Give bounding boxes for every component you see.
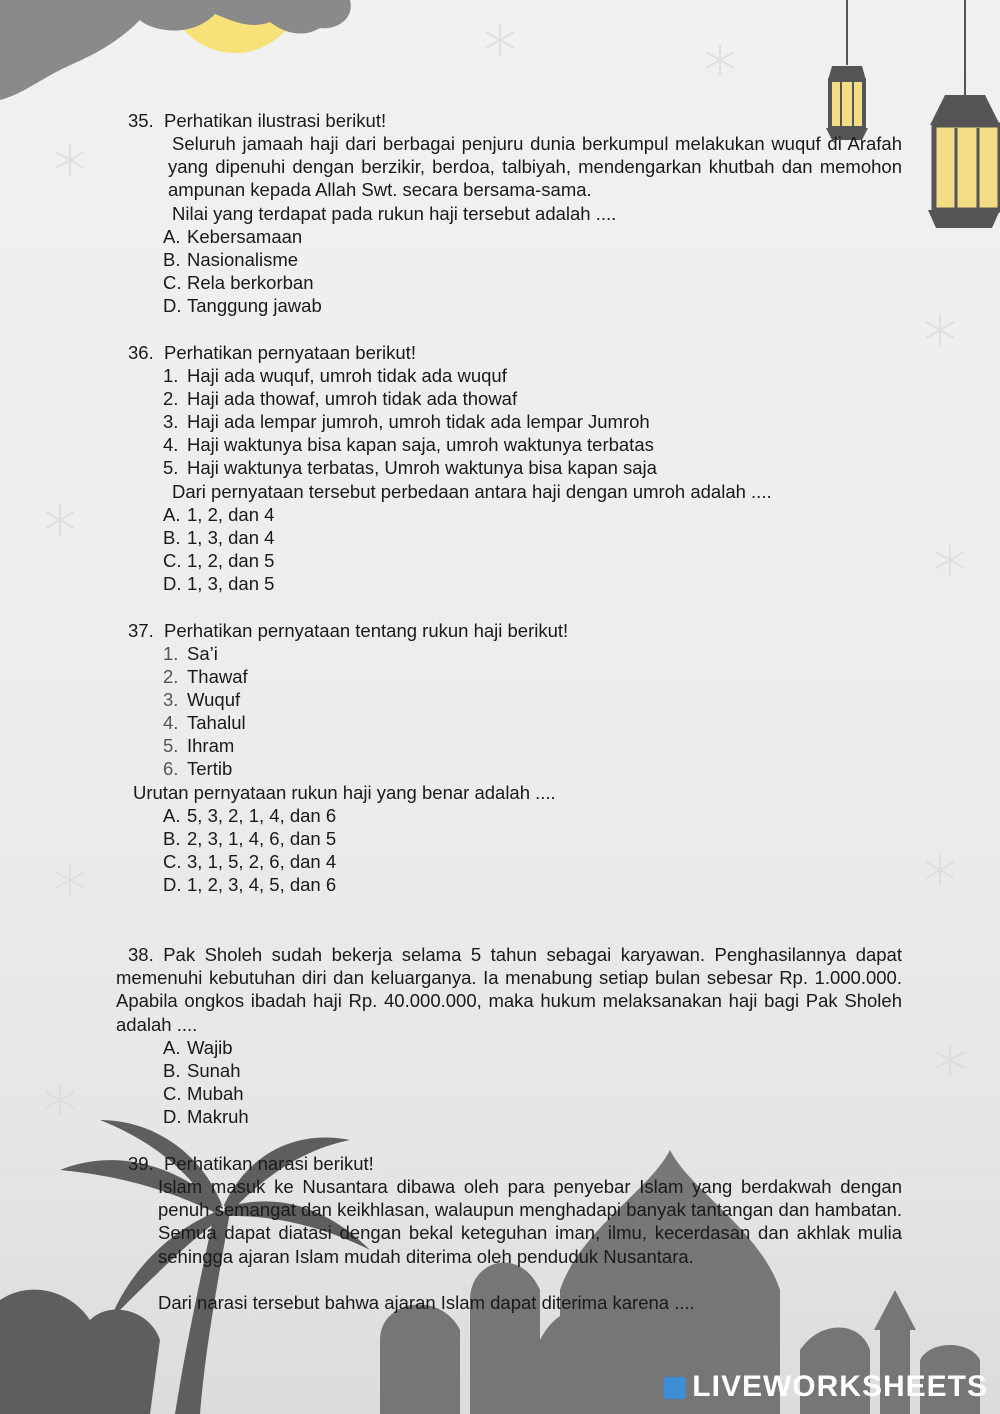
- question-prompt: Urutan pernyataan rukun haji yang benar adalah ....: [133, 782, 556, 803]
- logo-badge-icon: [664, 1377, 686, 1399]
- option-b[interactable]: B. 1, 3, dan 4: [163, 527, 275, 548]
- statement-item: 2. Thawaf: [163, 666, 248, 687]
- question-prompt: Dari narasi tersebut bahwa ajaran Islam dapat diterima karena ....: [158, 1292, 695, 1313]
- question-paragraph: Seluruh jamaah haji dari berbagai penjuru dunia berkumpul melakukan wuquf di Arafah yang dipenuhi dengan berzikir, berdoa, talbiyah, mendengarkan khutbah dan memohon ampunan kepada Allah Swt. secara bersama-sama.: [168, 133, 902, 201]
- question-prompt: Dari pernyataan tersebut perbedaan antara haji dengan umroh adalah ....: [172, 481, 772, 502]
- statement-item: 4. Tahalul: [163, 712, 246, 733]
- option-c[interactable]: C. Mubah: [163, 1083, 244, 1104]
- option-d[interactable]: D. Makruh: [163, 1106, 249, 1127]
- cloud: [0, 0, 351, 100]
- option-c[interactable]: C. Rela berkorban: [163, 272, 314, 293]
- statement-item: 6. Tertib: [163, 758, 233, 779]
- option-a[interactable]: A. Kebersamaan: [163, 226, 303, 247]
- question-prompt: Nilai yang terdapat pada rukun haji tersebut adalah ....: [172, 203, 617, 224]
- option-b[interactable]: B. Sunah: [163, 1060, 241, 1081]
- option-b[interactable]: B. Nasionalisme: [163, 249, 299, 270]
- option-a[interactable]: A. 1, 2, dan 4: [163, 504, 275, 525]
- statement-item: 5. Haji waktunya terbatas, Umroh waktunya bisa kapan saja: [163, 457, 657, 478]
- statement-item: 1. Haji ada wuquf, umroh tidak ada wuquf: [163, 365, 507, 386]
- lantern-large: [928, 0, 1000, 228]
- liveworksheets-logo[interactable]: LIVEWORKSHEETS: [664, 1370, 988, 1404]
- option-c[interactable]: C. 3, 1, 5, 2, 6, dan 4: [163, 851, 337, 872]
- statement-item: 4. Haji waktunya bisa kapan saja, umroh waktunya terbatas: [163, 434, 654, 455]
- option-b[interactable]: B. 2, 3, 1, 4, 6, dan 5: [163, 828, 337, 849]
- question-heading: 37. Perhatikan pernyataan tentang rukun haji berikut!: [128, 620, 569, 641]
- statement-item: 3. Wuquf: [163, 689, 241, 710]
- option-d[interactable]: D. 1, 2, 3, 4, 5, dan 6: [163, 874, 337, 895]
- question-paragraph: Islam masuk ke Nusantara dibawa oleh para penyebar Islam yang berdakwah dengan penuh semangat dan keikhlasan, walaupun menghadapi banyak tantangan dan hambatan. Semua dapat diatasi dengan bekal keteguhan iman, ilmu, kecerdasan dan akhlak mulia sehingga ajaran Islam mudah diterima oleh penduduk Nusantara.: [158, 1176, 902, 1267]
- statement-item: 2. Haji ada thowaf, umroh tidak ada thowaf: [163, 388, 518, 409]
- lantern-small: [826, 0, 868, 140]
- statement-item: 1. Sa’i: [163, 643, 218, 664]
- statement-item: 3. Haji ada lempar jumroh, umroh tidak ada lempar Jumroh: [163, 411, 650, 432]
- question-heading: 39. Perhatikan narasi berikut!: [128, 1153, 374, 1174]
- question-heading: 36. Perhatikan pernyataan berikut!: [128, 342, 416, 363]
- statement-item: 5. Ihram: [163, 735, 235, 756]
- option-c[interactable]: C. 1, 2, dan 5: [163, 550, 275, 571]
- option-d[interactable]: D. Tanggung jawab: [163, 295, 322, 316]
- option-a[interactable]: A. Wajib: [163, 1037, 233, 1058]
- option-a[interactable]: A. 5, 3, 2, 1, 4, dan 6: [163, 805, 337, 826]
- question-heading: 35. Perhatikan ilustrasi berikut!: [128, 110, 387, 131]
- question-paragraph: 38. Pak Sholeh sudah bekerja selama 5 tahun sebagai karyawan. Penghasilannya dapat memenuhi kebutuhan diri dan keluarganya. Ia menabung setiap bulan sebesar Rp. 1.000.000. Apabila ongkos ibadah haji Rp. 40.000.000, maka hukum melaksanakan haji bagi Pak Sholeh adalah ....: [116, 944, 902, 1035]
- option-d[interactable]: D. 1, 3, dan 5: [163, 573, 275, 594]
